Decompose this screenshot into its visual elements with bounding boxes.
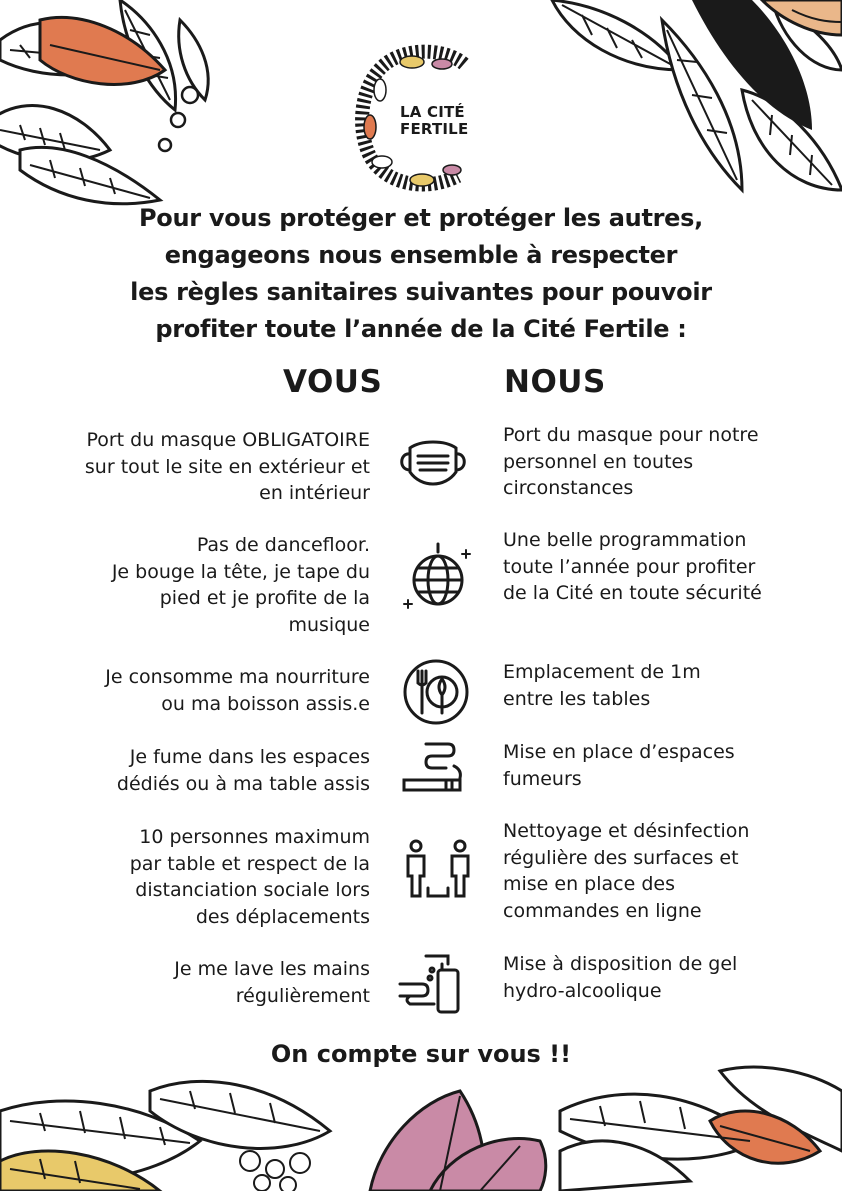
text-line: en intérieur <box>259 482 370 504</box>
foliage-bottom <box>0 1051 842 1191</box>
logo-line-2: FERTILE <box>400 120 469 138</box>
text-line: mise en place des <box>503 873 675 895</box>
vous-text <box>40 664 370 717</box>
intro-line: engageons nous ensemble à respecter <box>164 241 678 269</box>
text-line: distanciation sociale lors <box>135 879 370 901</box>
text-line: régulièrement <box>235 984 370 1007</box>
text-line: Mise en place d’espaces <box>503 741 735 763</box>
text-line: régulière des surfaces et <box>503 846 739 869</box>
plate-cutlery-icon <box>396 657 476 727</box>
vous-text <box>40 427 370 507</box>
text-line: sur tout le site en extérieur et <box>84 455 370 478</box>
face-mask-icon <box>396 430 470 496</box>
nous-text <box>503 739 803 792</box>
text-line: Je consomme ma nourriture <box>105 666 370 688</box>
vous-text <box>40 532 370 638</box>
social-distance-icon <box>396 838 476 902</box>
nous-text <box>503 527 803 607</box>
vous-text <box>40 824 370 930</box>
foliage-top-right <box>512 0 842 200</box>
text-line: Une belle programmation <box>503 529 747 551</box>
intro-line: les règles sanitaires suivantes pour pouvoir <box>130 278 712 306</box>
cigarette-icon <box>396 740 470 794</box>
text-line: ou ma boisson assis.e <box>161 692 370 715</box>
text-line: Emplacement de 1m <box>503 661 701 683</box>
text-line: fumeurs <box>503 767 582 790</box>
logo-text <box>400 104 480 138</box>
text-line: Je me lave les mains <box>174 958 370 980</box>
closing-message: On compte sur vous !! <box>270 1040 572 1068</box>
disco-ball-icon <box>396 542 476 622</box>
logo-line-1: LA CITÉ <box>400 103 465 121</box>
intro-heading <box>0 200 842 348</box>
text-line: personnel en toutes <box>503 450 694 473</box>
text-line: musique <box>288 613 370 636</box>
text-line: par table et respect de la <box>129 852 370 875</box>
nous-text <box>503 422 803 502</box>
text-line: dédiés ou à ma table assis <box>116 772 370 795</box>
text-line: pied et je profite de la <box>159 587 370 609</box>
column-header-nous: NOUS <box>504 364 606 400</box>
logo <box>352 42 480 192</box>
intro-line: profiter toute l’année de la Cité Fertile : <box>155 315 687 343</box>
vous-text <box>40 744 370 797</box>
text-line: Pas de dancefloor. <box>196 534 370 556</box>
text-line: 10 personnes maximum <box>139 826 370 848</box>
nous-text <box>503 818 803 924</box>
text-line: Port du masque pour notre <box>503 424 759 446</box>
text-line: hydro-alcoolique <box>503 979 662 1002</box>
vous-text <box>40 956 370 1009</box>
text-line: Port du masque OBLIGATOIRE <box>86 429 370 451</box>
nous-text <box>503 659 803 712</box>
column-header-vous: VOUS <box>283 364 383 400</box>
text-line: Nettoyage et désinfection <box>503 820 750 842</box>
text-line: entre les tables <box>503 687 651 710</box>
hand-sanitizer-icon <box>396 950 468 1014</box>
text-line: Mise à disposition de gel <box>503 953 738 975</box>
text-line: Je bouge la tête, je tape du <box>111 560 370 583</box>
text-line: toute l’année pour profiter <box>503 555 756 578</box>
text-line: Je fume dans les espaces <box>129 746 370 768</box>
text-line: de la Cité en toute sécurité <box>503 582 762 604</box>
intro-line: Pour vous protéger et protéger les autres, <box>139 204 703 232</box>
nous-text <box>503 951 803 1004</box>
text-line: commandes en ligne <box>503 899 702 922</box>
foliage-top-left <box>0 0 230 215</box>
text-line: circonstances <box>503 477 634 499</box>
text-line: des déplacements <box>195 905 370 928</box>
